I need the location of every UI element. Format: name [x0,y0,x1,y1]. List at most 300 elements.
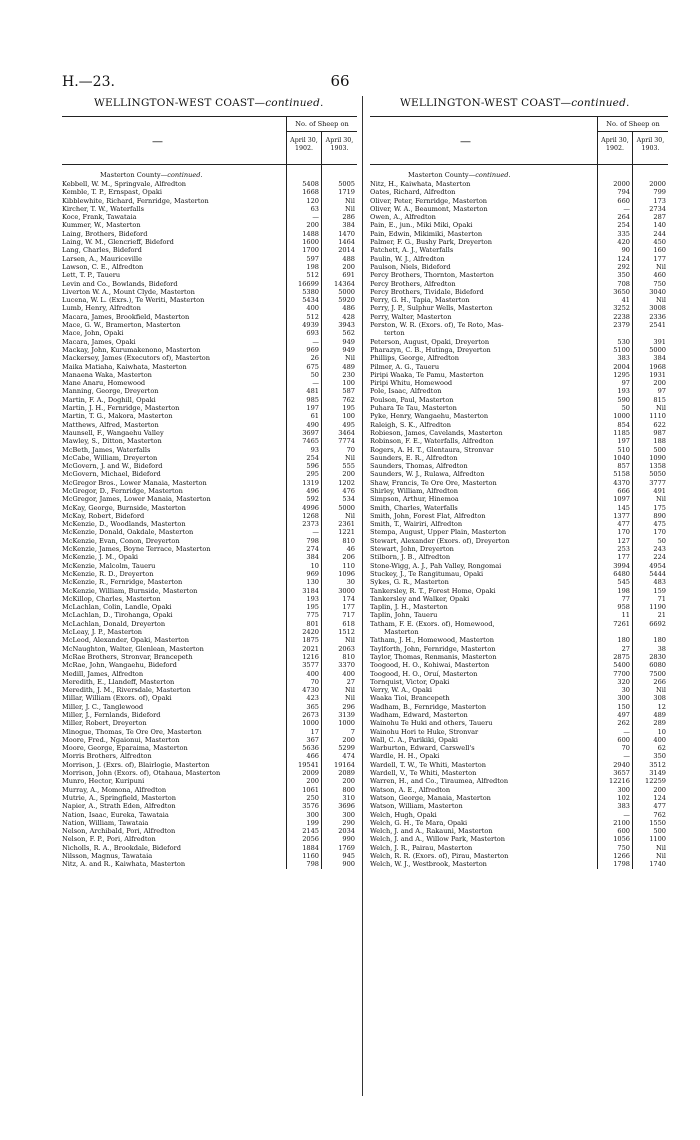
owner-name: Watson, William, Masterton [370,802,463,811]
table-row [370,371,668,379]
sheep-1903: 27 [346,677,355,686]
owner-name: Kummer, W., Masterton [62,221,141,230]
sheep-1903: 2336 [649,312,666,321]
owner-name: Pole, Isaac, Alfredton [370,387,442,396]
sheep-1902: 400 [306,669,319,678]
sheep-1903: 618 [342,619,355,628]
owner-name: Warren, H., and Co., Tiraumea, Alfredton [370,777,509,786]
sheep-1903: 762 [653,810,666,819]
sheep-1902: 1061 [302,785,319,794]
right-group-title: No. of Sheep on [598,117,668,132]
sheep-1902: 365 [306,702,319,711]
owner-name: Moore, George, Eparaima, Masterton [62,744,188,753]
sheep-1902: 50 [621,404,630,413]
table-row [62,263,357,271]
table-row [62,570,357,578]
owner-name: Stewart, John, Dreyerton [370,545,454,554]
sheep-1903: 3696 [338,802,355,811]
table-row [62,188,357,196]
owner-name: Macara, James, Opaki [62,337,136,346]
owner-name: Saunders, W. J., Rulawa, Alfredton [370,470,485,479]
sheep-1903: 200 [342,262,355,271]
sheep-1902: 7465 [302,437,319,446]
sheep-1903: 3149 [649,769,666,778]
sheep-1903: Nil [345,694,355,703]
sheep-1903: 3040 [649,287,666,296]
sheep-1903: 287 [653,213,666,222]
owner-name: Tankersley and Walker, Opaki [370,594,470,603]
sheep-1903: 195 [342,404,355,413]
owner-name: Munro, Hector, Kuripuni [62,777,145,786]
sheep-1903: 555 [342,462,355,471]
table-row [62,819,357,827]
left-table-header [62,116,357,165]
owner-name: Robinson, F. E., Waterfalls, Alfredton [370,437,494,446]
sheep-1903: 3139 [338,711,355,719]
sheep-1903: 3000 [338,586,355,595]
table-row [370,504,668,512]
owner-name: Mutrie, A., Springfield, Masterton [62,793,176,802]
sheep-1902: 3184 [302,586,319,595]
table-row [370,587,668,595]
sheep-1903: 810 [342,652,355,661]
owner-name: McGregor, James, Lower Manaia, Masterton [62,495,211,504]
table-row [62,205,357,213]
owner-name: Matthews, Alfred, Masterton [62,420,159,429]
table-row [62,346,357,354]
owner-name: Morrison, John (Exors. of), Otahaua, Masterton [62,769,221,778]
sheep-1903: 160 [653,246,666,255]
sheep-1903: 587 [342,387,355,396]
sheep-1902: 193 [617,387,630,396]
sheep-1902: 477 [617,520,630,529]
sheep-1903: 5444 [649,569,666,578]
owner-name: Miller, Robert, Dreyerton [62,719,147,728]
owner-name: Manaena Waka, Masterton [62,370,152,379]
sheep-1902: 253 [617,545,630,554]
sheep-1902: 1319 [302,478,319,487]
owner-name: Percy Brothers, Alfredton [370,279,456,288]
sheep-1903: 200 [653,785,666,794]
sheep-1903: 810 [342,536,355,545]
table-row [62,603,357,611]
sheep-1903: 290 [342,818,355,827]
sheep-1903: Nil [345,204,355,213]
sheep-1902: 150 [617,702,630,711]
sheep-1902: 854 [617,420,630,429]
owner-name: Toogood, H. O., Kohiwai, Masterton [370,661,490,670]
table-row [370,562,668,570]
owner-name: Lumb, Henry, Alfredton [62,304,141,313]
sheep-1903: 750 [653,279,666,288]
owner-name: Miller, J. C., Tanglewood [62,702,144,711]
right-title-italic: continued. [571,97,630,109]
sheep-1902: 300 [306,810,319,819]
table-row [370,421,668,429]
sheep-1903: 46 [346,545,355,554]
right-sheep-group [597,117,668,164]
sheep-1902: 5158 [613,470,630,479]
table-row [62,313,357,321]
sheep-1902: 750 [617,843,630,852]
table-row [370,280,668,288]
sheep-1902: 7261 [613,619,630,628]
table-row [370,670,668,678]
sheep-1902: 1160 [302,852,319,861]
sheep-1903: 230 [342,370,355,379]
table-row [62,553,357,561]
sheep-1902: 2100 [613,818,630,827]
right-rows [370,180,668,869]
sheep-1902: 1097 [613,495,630,504]
table-row [370,313,668,321]
sheep-1902: 2673 [302,711,319,719]
owner-name: McKenzie, Malcolm, Taueru [62,561,156,570]
sheep-1902: 300 [617,694,630,703]
owner-name: Oliver, Peter, Fernridge, Masterton [370,196,488,205]
table-row [370,786,668,794]
table-row [370,321,668,329]
sheep-1902: — [623,810,630,819]
sheep-1902: 3576 [302,802,319,811]
owner-name: Smith, Charles, Waterfalls [370,503,458,512]
sheep-1903: 987 [653,428,666,437]
sheep-1903: 1719 [338,188,355,197]
sheep-1902: 200 [306,221,319,230]
sheep-1902: 5100 [613,345,630,354]
table-row [62,255,357,263]
sheep-1902: 127 [617,536,630,545]
owner-name: Taylor, Thomas, Renmanis, Masterton [370,652,497,661]
left-group-title: No. of Sheep on [287,117,357,132]
sheep-1903: 286 [342,213,355,222]
owner-name: Perston, W. R. (Exors. of), Te Roto, Mas- [370,321,504,330]
owner-name: Larsen, A., Mauriceville [62,254,142,263]
table-row [370,495,668,503]
right-name-header: — [460,135,471,148]
sheep-1902: 102 [617,793,630,802]
sheep-1903: 4954 [649,561,666,570]
sheep-1903: Nil [656,686,666,695]
sheep-1903: 224 [653,553,666,562]
owner-name: Nitz, A. and R., Kaiwhata, Masterton [62,860,186,869]
table-row [370,387,668,395]
left-rows [62,180,357,869]
sheep-1903: 489 [653,711,666,719]
sheep-1903: 200 [342,735,355,744]
sheep-1903: 3943 [338,321,355,330]
sheep-1902: 61 [310,412,319,421]
sheep-1902: 2420 [302,628,319,637]
right-col-1903: April 30, 1903. [636,137,665,152]
owner-name: Perry, Walter, Masterton [370,312,452,321]
sheep-1902: 4730 [302,686,319,695]
table-row [370,728,668,736]
table-row [370,628,668,636]
table-row [62,246,357,254]
left-title-italic: continued. [265,97,324,109]
sheep-1903: 124 [653,793,666,802]
sheep-1902: 969 [306,569,319,578]
owner-name: Mane Anaru, Homewood [62,379,146,388]
owner-name: McLachlan, D., Tirohanga, Opaki [62,611,173,620]
owner-name: Smith, T., Wairiri, Alfredton [370,520,463,529]
sheep-1903: 949 [342,337,355,346]
owner-name: Welch, R. R. (Exors. of), Pirau, Masterton [370,852,509,861]
owner-name: Manning, George, Dreyerton [62,387,159,396]
table-row [370,263,668,271]
owner-name: Stempa, August, Upper Plain, Masterton [370,528,507,537]
table-row [370,752,668,760]
table-row [370,338,668,346]
table-row [370,304,668,312]
sheep-1902: 596 [306,462,319,471]
sheep-1902: 193 [306,594,319,603]
sheep-1902: 600 [617,827,630,836]
table-row [370,802,668,810]
table-row [370,570,668,578]
sheep-1903: Nil [656,404,666,413]
table-row [370,528,668,536]
table-row [62,661,357,669]
sheep-1902: 292 [617,262,630,271]
sheep-1902: 400 [306,304,319,313]
right-title-main: WELLINGTON-WEST COAST— [400,97,572,109]
owner-name: Welch, Hugh, Opaki [370,810,437,819]
table-row [370,736,668,744]
sheep-1902: 4996 [302,503,319,512]
left-title-main: WELLINGTON-WEST COAST— [94,97,266,109]
sheep-1902: 1798 [613,860,630,869]
sheep-1903: 384 [342,221,355,230]
owner-name: Minogue, Thomas, Te Ore Ore, Masterton [62,727,202,736]
table-row [370,197,668,205]
owner-name: Waaka Tioi, Brancepeth [370,694,450,703]
sheep-1902: 350 [617,271,630,280]
table-row [62,827,357,835]
owner-name: Lett, T. P., Taueru [62,271,121,280]
sheep-1903: 691 [342,271,355,280]
sheep-1902: 7700 [613,669,630,678]
table-row [370,578,668,586]
table-row [62,802,357,810]
table-row [62,379,357,387]
sheep-1902: — [623,204,630,213]
table-row [370,811,668,819]
sheep-1903: 5000 [338,287,355,296]
sheep-1903: 2034 [338,827,355,836]
table-row [370,230,668,238]
owner-name: McRae Brothers, Stronvar, Brancepeth [62,652,193,661]
table-row [62,487,357,495]
right-county-name: Masterton County— [408,171,476,179]
table-row [62,412,357,420]
sheep-1903: 100 [342,379,355,388]
sheep-1903: 188 [653,437,666,446]
sheep-1903: 350 [653,752,666,761]
sheep-1903: 1769 [338,843,355,852]
sheep-1903: 1740 [649,860,666,869]
sheep-1902: 600 [617,735,630,744]
left-county-name: Masterton County— [100,171,168,179]
owner-name: Peterson, August, Opaki, Dreyerton [370,337,490,346]
sheep-1902: 198 [306,262,319,271]
owner-name: Kebbell, W. M., Springvale, Alfredton [62,180,187,188]
table-row [62,703,357,711]
owner-name: Tatham, J. H., Homewood, Masterton [370,636,494,645]
sheep-1903: 428 [342,312,355,321]
sheep-1902: 675 [306,362,319,371]
owner-name: McRae, John, Wangaehu, Bideford [62,661,177,670]
sheep-1903: 70 [346,445,355,454]
owner-name: Smith, John, Forest Flat, Alfredton [370,511,486,520]
sheep-1902: 6480 [613,569,630,578]
left-col-1903: April 30, 1903. [325,137,354,152]
sheep-1902: 30 [621,686,630,695]
sheep-1903: 200 [342,777,355,786]
owner-name: Lucena, W. L. (Exrs.), Te Weriti, Masterton [62,296,205,305]
owner-name: McKenzie, J. M., Opaki [62,553,139,562]
sheep-1903: 1202 [338,478,355,487]
owner-name: Tatham, F. E. (Exors. of), Homewood, [370,619,495,628]
owner-name: Nelson, Archibald, Pori, Alfredton [62,827,176,836]
owner-name: Liverton W. A., Mount Clyde, Masterton [62,287,195,296]
owner-name: McGovern, Michael, Bideford [62,470,161,479]
sheep-1903: 300 [342,810,355,819]
sheep-1903: Nil [656,262,666,271]
owner-name: Sykes, G. R., Masterton [370,578,449,587]
sheep-1902: 3697 [302,428,319,437]
sheep-1902: — [623,752,630,761]
table-row [370,603,668,611]
sheep-1902: 124 [617,254,630,263]
owner-name: Wadham, Edward, Masterton [370,711,468,719]
sheep-1903: 488 [342,254,355,263]
owner-name: Tornquist, Victor, Opaki [370,677,450,686]
sheep-1903: 945 [342,852,355,861]
table-row [370,180,668,188]
owner-name: Nilsson, Magnus, Tawataia [62,852,153,861]
table-row [62,719,357,727]
table-row [62,288,357,296]
sheep-1903: 3008 [649,304,666,313]
sheep-1903: 990 [342,835,355,844]
sheep-1903: 1550 [649,818,666,827]
right-county-heading [370,171,668,180]
sheep-1902: 180 [617,636,630,645]
sheep-1903: 5299 [338,744,355,753]
sheep-1902: 545 [617,578,630,587]
table-row [370,769,668,777]
table-row [370,678,668,686]
table-row [62,371,357,379]
sheep-1903: 2541 [649,321,666,330]
sheep-1903: 1100 [649,835,666,844]
table-row [62,354,357,362]
sheep-1902: 2009 [302,769,319,778]
table-row [62,835,357,843]
left-section-title [94,97,324,109]
table-row [62,520,357,528]
sheep-1903: 450 [653,238,666,247]
table-row [62,470,357,478]
owner-name: Stewart, Alexander (Exors. of), Dreyerton [370,536,510,545]
table-row [62,852,357,860]
left-county-heading [62,171,357,180]
sheep-1903: 200 [342,470,355,479]
owner-name: Mackersey, James (Executors of), Masterton [62,354,210,363]
owner-name: Masterton [384,628,419,637]
owner-name: McKenzie, Donald, Oakdale, Masterton [62,528,194,537]
owner-name: McKenzie, R., Fernridge, Masterton [62,578,183,587]
sheep-1902: 97 [621,379,630,388]
sheep-1903: 762 [342,395,355,404]
sheep-1902: 2004 [613,362,630,371]
sheep-1903: 5005 [338,180,355,188]
sheep-1903: 159 [653,586,666,595]
owner-name: Moore, Fred., Ngaionui, Masterton [62,735,180,744]
table-row [62,396,357,404]
sheep-1903: 474 [342,752,355,761]
sheep-1902: 1488 [302,229,319,238]
table-row [370,512,668,520]
sheep-1902: — [623,727,630,736]
sheep-1903: 310 [342,793,355,802]
table-row [370,379,668,387]
owner-name: Oliver, W. A., Beaumont, Masterton [370,204,488,213]
sheep-1902: 77 [621,594,630,603]
left-county-italic: continued. [167,171,203,179]
owner-name: Wall, C. A., Parikiki, Opaki [370,735,458,744]
table-row [62,595,357,603]
table-row [370,827,668,835]
sheep-1903: 14364 [334,279,355,288]
owner-name: Simpson, Arthur, Hinemoa [370,495,459,504]
table-row [62,446,357,454]
sheep-1903: 500 [653,827,666,836]
sheep-1902: 12216 [609,777,630,786]
table-row [370,711,668,719]
owner-name: Verry, W. A., Opaki [370,686,432,695]
owner-name: Rogers, A. H. T., Glentaura, Stronvar [370,445,494,454]
sheep-1903: 391 [653,337,666,346]
sheep-1903: 6692 [649,619,666,628]
owner-name: Wadham, B., Fernridge, Masterton [370,702,487,711]
table-row [62,429,357,437]
owner-name: Welch, J. R., Pairau, Masterton [370,843,473,852]
owner-name: Watson, A. E., Alfredton [370,785,451,794]
sheep-1902: 490 [306,420,319,429]
right-section-title [400,97,630,109]
owner-name: Welch, W. J., Westbrook, Masterton [370,860,487,869]
sheep-1903: 622 [653,420,666,429]
sheep-1903: 489 [342,362,355,371]
sheep-1903: 3777 [649,478,666,487]
sheep-1902: 2238 [613,312,630,321]
owner-name: Paulin, W. J., Alfredton [370,254,445,263]
owner-name: Owen, A., Alfredton [370,213,436,222]
owner-name: Oates, Richard, Alfredton [370,188,456,197]
table-row [370,346,668,354]
sheep-1902: 367 [306,735,319,744]
owner-name: Stuckey, J., Te Rangitumau, Opaki [370,569,484,578]
table-row [62,280,357,288]
owner-name: Kibblewhite, Richard, Fernridge, Masterton [62,196,209,205]
table-row [370,653,668,661]
sheep-1902: 423 [306,694,319,703]
sheep-1902: 27 [621,644,630,653]
sheep-1903: 19164 [334,760,355,769]
